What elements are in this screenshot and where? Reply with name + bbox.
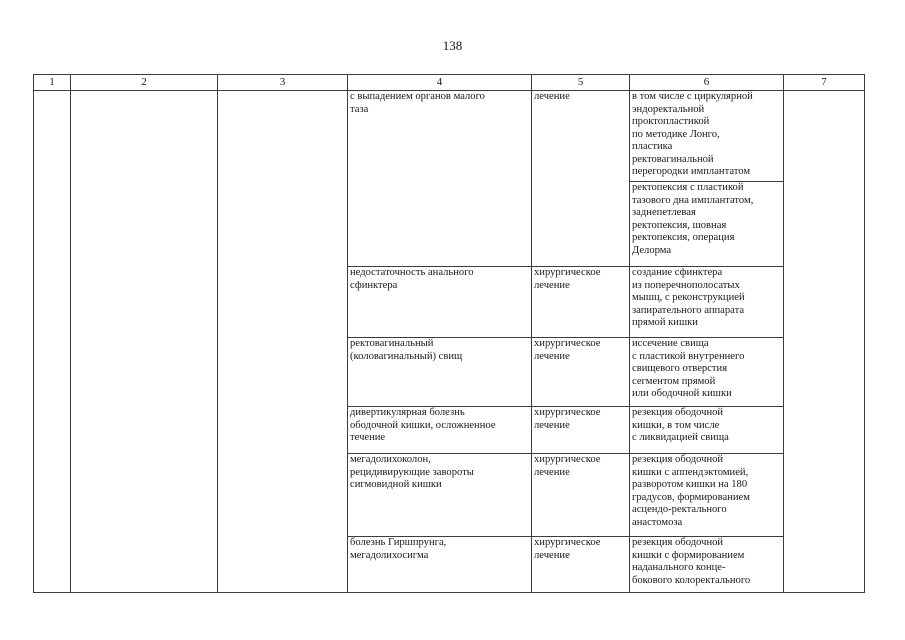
cell-treatment-type: лечение [532,91,630,267]
treatment-table [33,74,865,593]
column-header-7: 7 [784,75,865,91]
cell-diagnosis: с выпадением органов малого таза [348,91,532,267]
column-header-4: 4 [348,75,532,91]
cell-col1 [34,91,71,593]
cell-col7 [784,91,865,593]
cell-method: иссечение свища с пластикой внутреннего свищевого отверстия сегментом прямой или ободочной кишки [630,338,784,407]
cell-diagnosis: недостаточность анального сфинктера [348,267,532,338]
column-header-2: 2 [71,75,218,91]
table-row [34,91,865,182]
column-header-5: 5 [532,75,630,91]
cell-diagnosis: ректовагинальный (коловагинальный) свищ [348,338,532,407]
cell-diagnosis: болезнь Гиршпрунга, мегадолихосигма [348,537,532,593]
page-number: 138 [442,38,463,53]
cell-method: ректопексия с пластикой тазового дна имплантатом, заднепетлевая ректопексия, шовная ректопексия, операция Делорма [630,182,784,267]
column-header-6: 6 [630,75,784,91]
cell-method: в том числе с циркулярной эндоректальной проктопластикой по методике Лонго, пластика ректовагинальной перегородки имплантатом [630,91,784,182]
cell-method: резекция ободочной кишки с аппендэктомией, разворотом кишки на 180 градусов, формированием асцендо-ректального анастомоза [630,454,784,537]
cell-col3 [218,91,348,593]
cell-method: создание сфинктера из поперечнополосатых мышц, с реконструкцией запирательного аппарата прямой кишки [630,267,784,338]
column-header-1: 1 [34,75,71,91]
cell-col2 [71,91,218,593]
cell-treatment-type: хирургическое лечение [532,267,630,338]
cell-diagnosis: дивертикулярная болезнь ободочной кишки, осложненное течение [348,407,532,454]
cell-method: резекция ободочной кишки с формированием наданального конце- бокового колоректального [630,537,784,593]
cell-method: резекция ободочной кишки, в том числе с ликвидацией свища [630,407,784,454]
column-header-3: 3 [218,75,348,91]
cell-treatment-type: хирургическое лечение [532,407,630,454]
cell-treatment-type: хирургическое лечение [532,537,630,593]
cell-treatment-type: хирургическое лечение [532,338,630,407]
cell-diagnosis: мегадолихоколон, рецидивирующие завороты сигмовидной кишки [348,454,532,537]
cell-treatment-type: хирургическое лечение [532,454,630,537]
header-row [34,75,865,91]
